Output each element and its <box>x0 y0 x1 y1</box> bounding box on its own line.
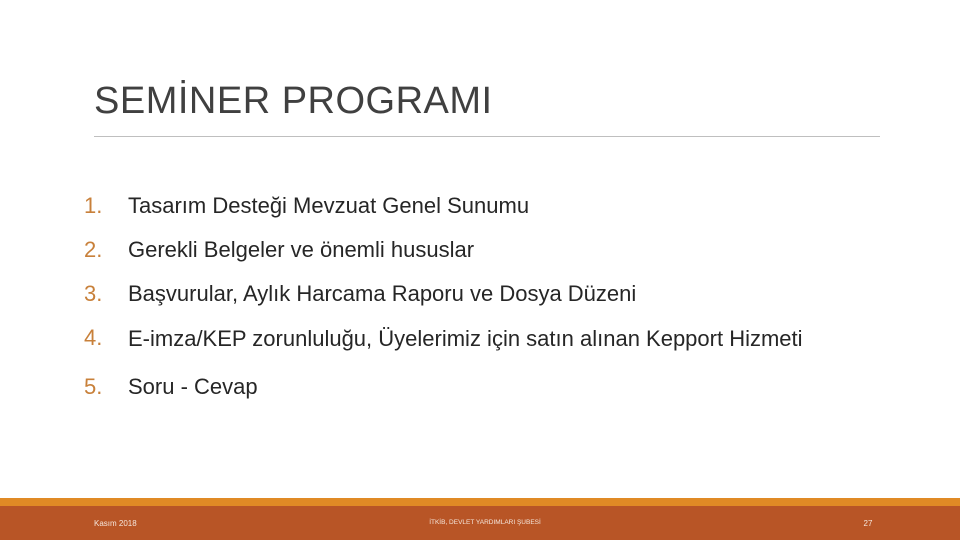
footer-organization: İTKİB, DEVLET YARDIMLARI ŞUBESİ <box>429 519 541 526</box>
footer-page-number: 27 <box>863 519 873 528</box>
agenda-item-text: Gerekli Belgeler ve önemli hususlar <box>128 237 475 262</box>
title-divider <box>94 136 880 137</box>
agenda-item-number: 1. <box>84 193 103 218</box>
agenda-item-text: Başvurular, Aylık Harcama Raporu ve Dosya Düzeni <box>128 281 637 306</box>
agenda-item <box>84 280 864 308</box>
agenda-item-text: E-imza/KEP zorunluluğu, Üyelerimiz için satın alınan Kepport Hizmeti <box>128 326 803 351</box>
footer-accent-stripe <box>0 498 960 506</box>
agenda-item <box>84 373 864 401</box>
agenda-item-number: 3. <box>84 281 103 306</box>
agenda-item <box>84 192 864 220</box>
agenda-item <box>84 236 864 264</box>
agenda-list <box>84 192 864 401</box>
slide-title: SEMİNER PROGRAMI <box>94 80 493 122</box>
footer-date: Kasım 2018 <box>94 519 137 528</box>
agenda-item-text: Tasarım Desteği Mevzuat Genel Sunumu <box>128 193 530 218</box>
agenda-item-number: 2. <box>84 237 103 262</box>
footer-bar <box>0 506 960 540</box>
agenda-item <box>84 324 864 353</box>
agenda-item-number: 4. <box>84 325 103 350</box>
agenda-item-number: 5. <box>84 374 103 399</box>
agenda-item-text: Soru - Cevap <box>128 374 258 399</box>
